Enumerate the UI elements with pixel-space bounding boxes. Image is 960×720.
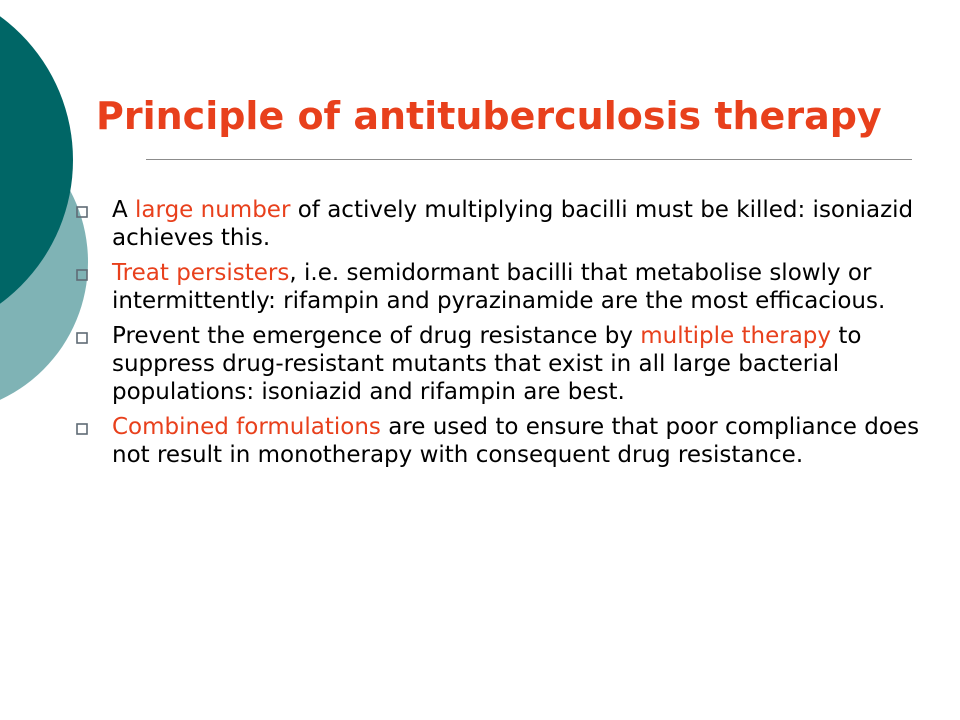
bullet-list [76, 196, 936, 476]
hollow-square-bullet-icon [76, 423, 88, 435]
bullet-highlight: multiple therapy [640, 323, 832, 349]
bullet-item [76, 196, 936, 252]
hollow-square-bullet-icon [76, 332, 88, 344]
bullet-item [76, 413, 936, 469]
bullet-text: of actively multiplying bacilli must be killed: isoniazid achieves this. [112, 197, 914, 251]
bullet-text: are used to ensure that poor compliance does not result in monotherapy with consequent drug resistance. [112, 414, 920, 468]
slide-title: Principle of antituberculosis therapy [96, 94, 882, 138]
title-divider [146, 159, 912, 160]
bullet-item [76, 322, 936, 406]
bullet-text: , i.e. semidormant bacilli that metabolise slowly or intermittently: rifampin and pyrazinamide are the most efficacious. [112, 260, 886, 314]
bullet-text: A [112, 197, 136, 223]
bullet-highlight: Combined formulations [112, 414, 381, 440]
bullet-item [76, 259, 936, 315]
hollow-square-bullet-icon [76, 206, 88, 218]
bullet-highlight: large number [135, 197, 291, 223]
bullet-text: Prevent the emergence of drug resistance by [112, 323, 641, 349]
bullet-highlight: Treat persisters [112, 260, 290, 286]
hollow-square-bullet-icon [76, 269, 88, 281]
bullet-text: to suppress drug-resistant mutants that exist in all large bacterial populations: isoniazid and rifampin are best. [112, 323, 862, 405]
